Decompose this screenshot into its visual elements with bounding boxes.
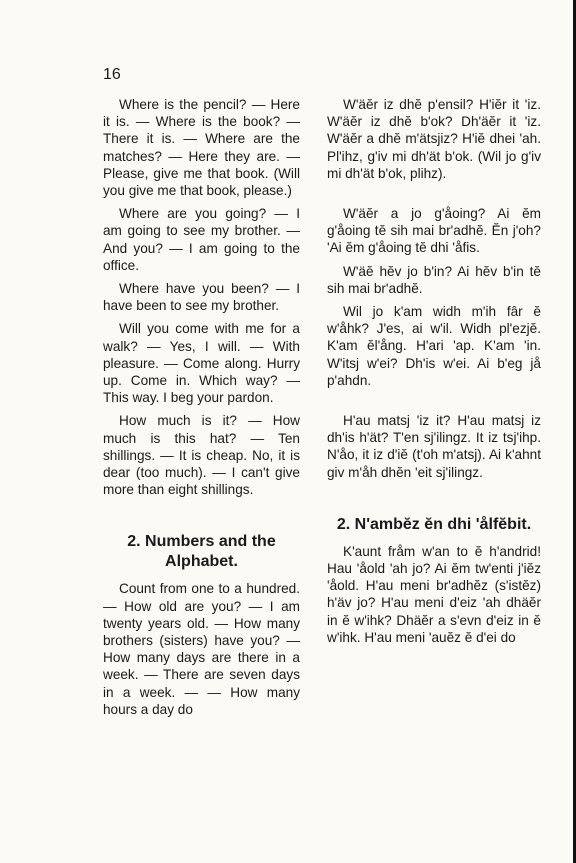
paragraph-been: Where have you been? — I have been to see my brother. xyxy=(103,281,300,314)
pron-paragraph-pencil: W'äĕr iz dhĕ p'ensil? H'iĕr it 'iz. W'äĕr iz dhĕ b'ok? Dh'äĕr it 'iz. W'äĕr a dhĕ m'ätsjiz? H'iĕ dhei 'ah. Pl'ihz, g'iv mi dh'ät b'ok. (Wil jo g'iv mi dh'ät b'ok, plihz). xyxy=(327,97,541,181)
english-column xyxy=(103,96,300,718)
section-heading-english: 2. Numbers and the Alphabet. xyxy=(127,533,276,571)
pron-paragraph-walk: Wil jo k'am widh m'ih fâr ĕ w'åhk? J'es, ai w'il. Widh pl'ezjĕ. K'am ĕl'ång. H'ari 'ap. K'am 'in. W'itsj w'ei? Dh'is w'ei. Ai b'eg jå p'ahdn. xyxy=(327,304,541,388)
pronunciation-column xyxy=(327,96,541,646)
pron-paragraph-going: W'äĕr a jo g'åoing? Ai ĕm g'åoing tĕ sih mai br'adhĕ. Ĕn j'oh? 'Ai ĕm g'åoing tĕ dhi 'åfis. xyxy=(327,206,541,256)
paragraph-pencil: Where is the pencil? — Here it is. — Where is the book? — There it is. — Where are the matches? — Here they are. — Please, give me that book. (Will you give me that book, please.) xyxy=(103,97,300,199)
pron-paragraph-how-much: H'au matsj 'iz it? H'au matsj iz dh'is h'ät? T'en sj'ilingz. It iz tsj'ihp. N'åo, it iz d'iĕ (t'oh m'atsj). Ai k'ahnt giv m'åh dhĕn 'eit sj'ilingz. xyxy=(327,413,541,480)
paragraph-numbers: Count from one to a hundred. — How old are you? — I am twenty years old. — How many brothers (sisters) have you? — How many days are there in a week. — There are seven days in a week. — — How many hours a day do xyxy=(103,581,300,717)
paragraph-how-much: How much is it? — How much is this hat? — Ten shillings. — It is cheap. No, it is dear (too much). — I can't give more than eight shillings. xyxy=(103,413,300,498)
paragraph-going: Where are you going? — I am going to see my brother. — And you? — I am going to the office. xyxy=(103,206,300,273)
pron-paragraph-numbers: K'aunt fråm w'an to ĕ h'andrid! Hau 'åold 'ah jo? Ai ĕm tw'enti j'iĕz 'åold. H'au meni br'adhĕz (s'istĕz) h'äv jo? H'au meni d'eiz 'ah dhäĕr in ĕ w'ihk? Dhäĕr a s'evn d'eiz in ĕ w'ihk. H'au meni 'auĕz ĕ d'ei do xyxy=(327,543,541,645)
pron-paragraph-been: W'äĕ hĕv jo b'in? Ai hĕv b'in tĕ sih mai br'adhĕ. xyxy=(327,263,541,296)
paragraph-walk: Will you come with me for a walk? — Yes, I will. — With pleasure. — Come along. Hurry up. Come in. Which way? — This way. I beg your pardon. xyxy=(103,321,300,406)
page-number: 16 xyxy=(103,66,121,83)
section-heading-pronunciation: 2. N'ambĕz ĕn dhi 'ålfĕbit. xyxy=(336,515,532,533)
